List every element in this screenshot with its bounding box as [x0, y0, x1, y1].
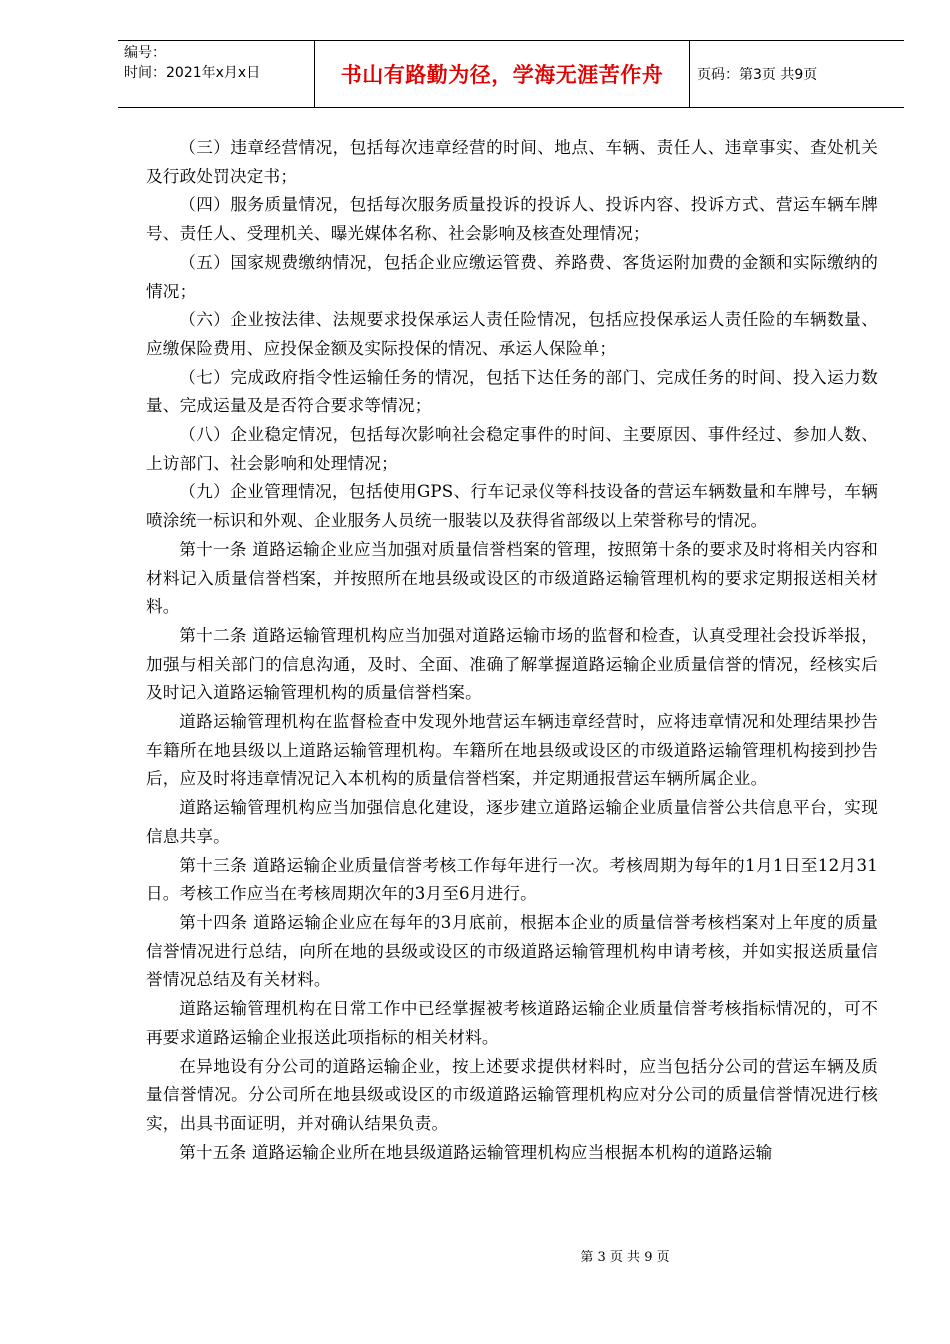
- paragraph-item-5: （五）国家规费缴纳情况，包括企业应缴运管费、养路费、客货运附加费的金额和实际缴纳的情况；: [146, 252, 878, 301]
- paragraph-item-7: （七）完成政府指令性运输任务的情况，包括下达任务的部门、完成任务的时间、投入运力数量、完成运量及是否符合要求等情况；: [146, 367, 878, 416]
- article-12: 第十二条 道路运输管理机构应当加强对道路运输市场的监督和检查，认真受理社会投诉举报，加强与相关部门的信息沟通，及时、全面、准确了解掌握道路运输企业质量信誉的情况，经核实后及时记入道路运输管理机构的质量信誉档案。: [146, 625, 878, 703]
- document-body: [146, 134, 878, 1167]
- paragraph-item-6: （六）企业按法律、法规要求投保承运人责任险情况，包括应投保承运人责任险的车辆数量、应缴保险费用、应投保金额及实际投保的情况、承运人保险单；: [146, 310, 878, 358]
- paragraph-item-3: （三）违章经营情况，包括每次违章经营的时间、地点、车辆、责任人、违章事实、查处机关及行政处罚决定书；: [146, 138, 878, 186]
- article-14-paragraph-3: 在异地设有分公司的道路运输企业，按上述要求提供材料时，应当包括分公司的营运车辆及质量信誉情况。分公司所在地县级或设区的市级道路运输管理机构应对分公司的质量信誉情况进行核实，出具书面证明，并对确认结果负责。: [146, 1056, 878, 1133]
- page-footer: [0, 1246, 950, 1265]
- article-13: 第十三条 道路运输企业质量信誉考核工作每年进行一次。考核周期为每年的1月1日至12月31日。考核工作应当在考核周期次年的3月至6月进行。: [146, 855, 878, 904]
- document-number-label: 编号：: [124, 45, 166, 61]
- article-12-paragraph-3: 道路运输管理机构应当加强信息化建设，逐步建立道路运输企业质量信誉公共信息平台，实现信息共享。: [146, 798, 878, 846]
- article-11: 第十一条 道路运输企业应当加强对质量信誉档案的管理，按照第十条的要求及时将相关内容和材料记入质量信誉档案，并按照所在地县级或设区的市级道路运输管理机构的要求定期报送相关材料。: [146, 539, 878, 617]
- header-page-number: 页码：第3页 共9页: [697, 67, 818, 83]
- article-14-paragraph-2: 道路运输管理机构在日常工作中已经掌握被考核道路运输企业质量信誉考核指标情况的，可不再要求道路运输企业报送此项指标的相关材料。: [146, 999, 878, 1047]
- footer-page-number: 第 3 页 共 9 页: [580, 1250, 670, 1265]
- paragraph-item-4: （四）服务质量情况，包括每次服务质量投诉的投诉人、投诉内容、投诉方式、营运车辆车牌号、责任人、受理机关、曝光媒体名称、社会影响及核查处理情况；: [146, 195, 878, 244]
- document-time-label: 时间：2021年x月x日: [124, 65, 261, 81]
- paragraph-item-9: （九）企业管理情况，包括使用GPS、行车记录仪等科技设备的营运车辆数量和车牌号，车辆喷涂统一标识和外观、企业服务人员统一服装以及获得省部级以上荣誉称号的情况。: [146, 482, 878, 531]
- paragraph-item-8: （八）企业稳定情况，包括每次影响社会稳定事件的时间、主要原因、事件经过、参加人数、上访部门、社会影响和处理情况；: [146, 425, 878, 473]
- article-14: 第十四条 道路运输企业应在每年的3月底前，根据本企业的质量信誉考核档案对上年度的质量信誉情况进行总结，向所在地的县级或设区的市级道路运输管理机构申请考核，并如实报送质量信誉情况总结及有关材料。: [146, 912, 878, 990]
- header-meta: [124, 43, 314, 83]
- document-header: [118, 40, 904, 108]
- header-divider: [689, 41, 690, 107]
- article-15: 第十五条 道路运输企业所在地县级道路运输管理机构应当根据本机构的道路运输: [179, 1142, 773, 1162]
- header-motto: 书山有路勤为径，学海无涯苦作舟: [340, 63, 664, 87]
- article-12-paragraph-2: 道路运输管理机构在监督检查中发现外地营运车辆违章经营时，应将违章情况和处理结果抄告车籍所在地县级以上道路运输管理机构。车籍所在地县级或设区的市级道路运输管理机构接到抄告后，应及时将违章情况记入本机构的质量信誉档案，并定期通报营运车辆所属企业。: [146, 712, 878, 789]
